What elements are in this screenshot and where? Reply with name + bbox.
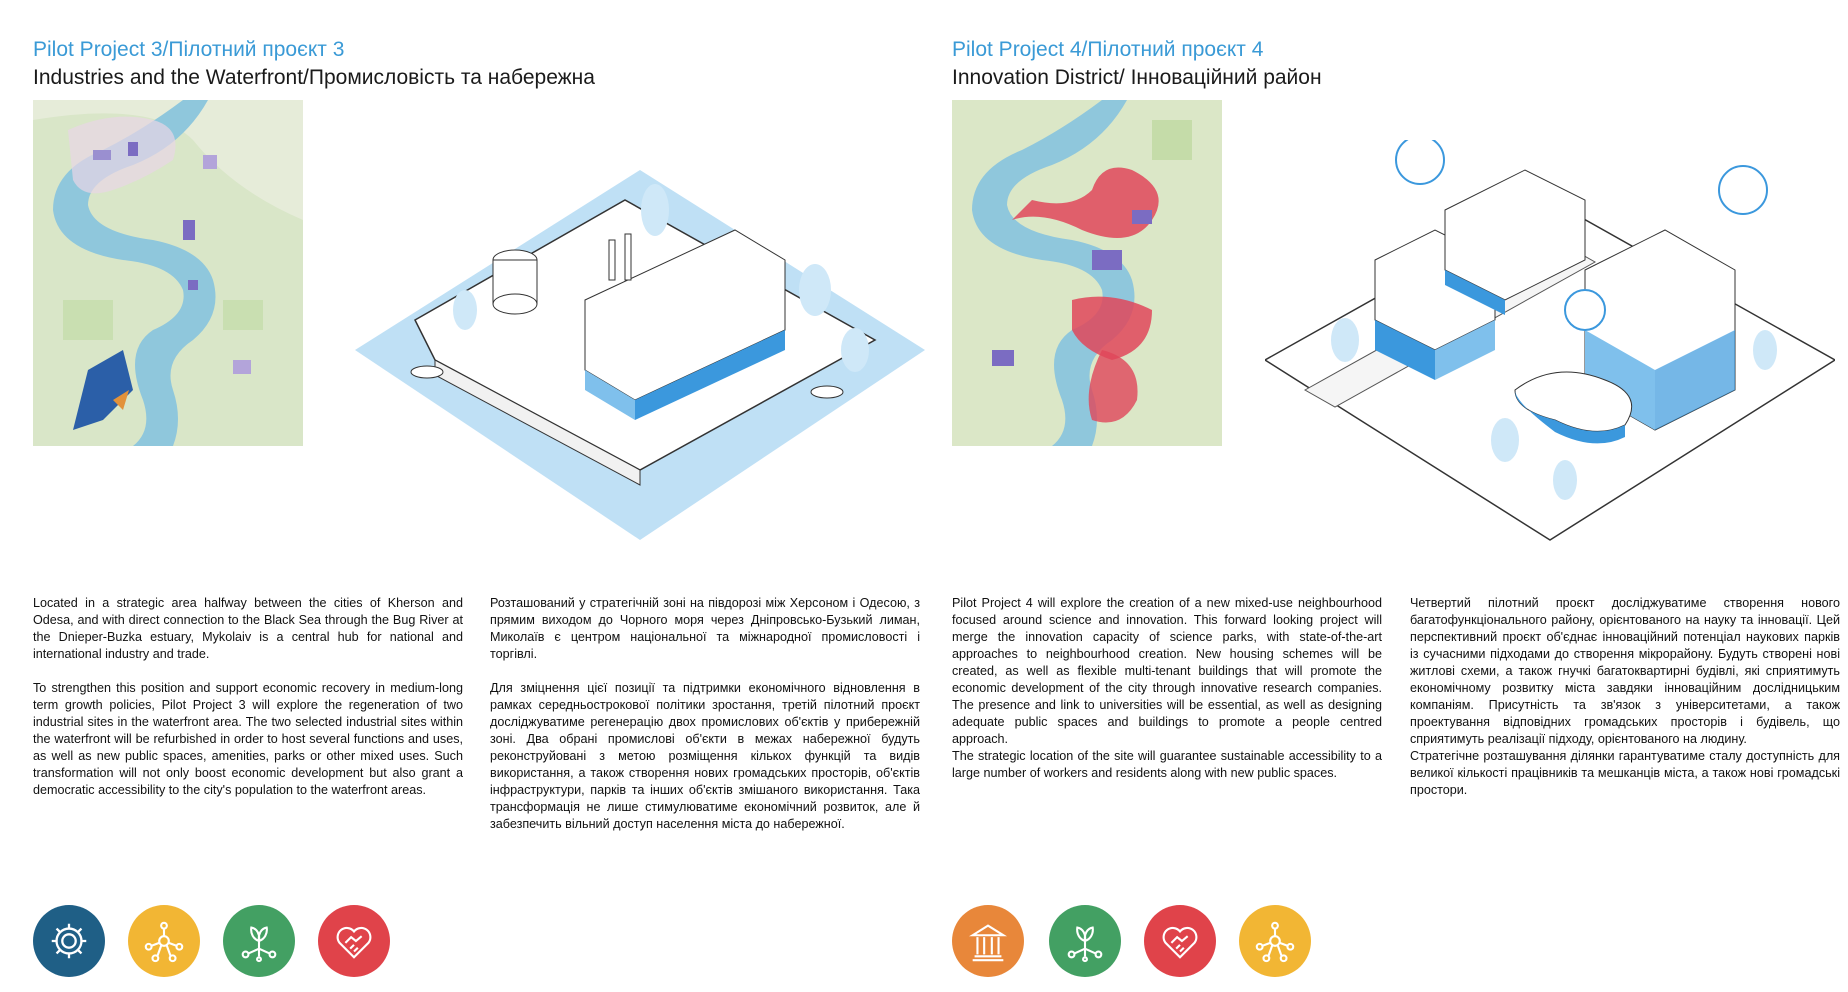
- axonometric-innovation-district-illustration: [1265, 140, 1835, 550]
- text-en-project-3: [33, 595, 463, 799]
- paragraph: Стратегічне розташування ділянки гарантуватиме сталу доступність для великої кількості працівників та мешканців міста, а також нові громадські простори.: [1410, 749, 1840, 797]
- network-icon: [1239, 905, 1311, 977]
- plant-network-icon: [1049, 905, 1121, 977]
- museum-icon: [952, 905, 1024, 977]
- map-project-4: [952, 100, 1222, 446]
- title-project-3: Industries and the Waterfront/Промисловість та набережна: [33, 66, 595, 89]
- paragraph: Для зміцнення цієї позиції та підтримки економічного відновлення в рамках середньострокової політики зростання, третій пілотний проєкт досліджуватиме регенерацію двох промислових об'єктів у прибережній зоні. Два обрані промислові об'єкти в межах набережної будуть реконструйовані з метою розміщення кількох функцій та видів використання, а також створення нових громадських просторів, об'єктів інфраструктури, парків та інших об'єктів змішаного використання. Така трансформація не лише стимулюватиме економічний розвиток, але й забезпечить вільний доступ населення міста до набережної.: [490, 681, 920, 831]
- kicker-project-4: Pilot Project 4/Пілотний проєкт 4: [952, 38, 1264, 61]
- gear-icon: [33, 905, 105, 977]
- kicker-project-3: Pilot Project 3/Пілотний проєкт 3: [33, 38, 345, 61]
- paragraph: Pilot Project 4 will explore the creation of a new mixed-use neighbourhood focused around science and innovation. This forward looking project will merge the innovation capacity of science parks, with state-of-the-art approaches to neighbourhood creation. New housing schemes will be created, as well as flexible multi-tenant buildings that will promote the economic development of the city through innovative research companies. The presence and link to universities will be essential, as well as designing adequate public spaces and buildings to promote a people centred approach.: [952, 596, 1382, 746]
- network-icon: [128, 905, 200, 977]
- paragraph: The strategic location of the site will guarantee sustainable accessibility to a large number of workers and residents along with new public spaces.: [952, 749, 1382, 780]
- map-project-3: [33, 100, 303, 446]
- heart-handshake-icon: [1144, 905, 1216, 977]
- paragraph: Розташований у стратегічній зоні на півдорозі між Херсоном і Одесою, з прямим виходом до Чорного моря через Дніпровсько-Бузький лиман, Миколаїв є центром національної та міжнародної промисловості і торгівлі.: [490, 596, 920, 661]
- paragraph: Located in a strategic area halfway between the cities of Kherson and Odesa, and with direct connection to the Black Sea through the Bug River at the Dnieper-Buzka estuary, Mykolaiv is a central hub for national and international industry and trade.: [33, 596, 463, 661]
- text-uk-project-4: [1410, 595, 1840, 799]
- heart-handshake-icon: [318, 905, 390, 977]
- title-project-4: Innovation District/ Інноваційний район: [952, 66, 1322, 89]
- paragraph: Четвертий пілотний проєкт досліджуватиме створення нового багатофункціонального району, орієнтованого на науку та інновації. Цей перспективний проєкт об'єднає інноваційний потенціал наукових парків із сучасними підходами до створення мікрорайону. Будуть створені нові житлові схеми, а також гнучкі багатоквартирні будівлі, які сприятимуть економічному розвитку міста завдяки інноваційним дослідницьким компаніям. Присутність та зв'язок з університетами, а також проектування відповідних громадських просторів і будівель, що сприятимуть реалізації підходу, орієнтованого на людину.: [1410, 596, 1840, 746]
- text-uk-project-3: [490, 595, 920, 833]
- plant-network-icon: [223, 905, 295, 977]
- axonometric-waterfront-illustration: [355, 150, 925, 550]
- paragraph: To strengthen this position and support economic recovery in medium-long term growth policies, Pilot Project 3 will explore the regeneration of two industrial sites in the waterfront area. The two selected industrial sites within the waterfront will be refurbished in order to host several functions and uses, as well as new public spaces, amenities, parks or other mixed uses. Such transformation will not only boost economic development but also grant a democratic accessibility to the city's population to the waterfront areas.: [33, 681, 463, 797]
- text-en-project-4: [952, 595, 1382, 782]
